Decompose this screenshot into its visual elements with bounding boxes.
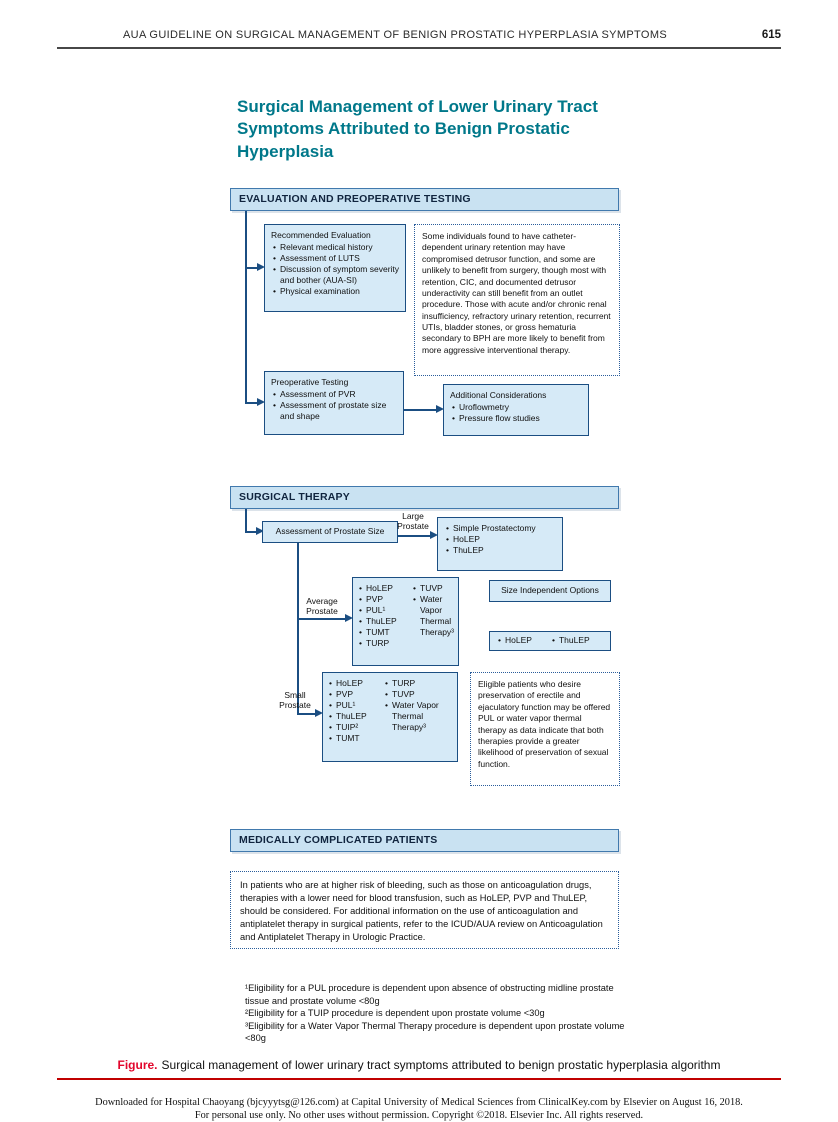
list-item: • Pressure flow studies [450, 413, 583, 424]
arrow-to-additional-considerations [404, 409, 436, 411]
average-prostate-box [352, 577, 459, 666]
recommended-evaluation-box [264, 224, 406, 312]
preoperative-testing-list [271, 389, 398, 422]
list-item: • ThuLEP [357, 616, 407, 627]
list-item: • TURP [383, 678, 455, 689]
size-independent-options-box [489, 631, 611, 651]
box-title: Preoperative Testing [271, 377, 349, 387]
list-item: • Simple Prostatectomy [444, 523, 557, 534]
small-col2 [383, 678, 455, 757]
list-item: • Water Vapor Thermal Therapy³ [383, 700, 455, 733]
additional-considerations-box [443, 384, 589, 436]
footer-line2: For personal use only. No other uses without permission. Copyright ©2018. Elsevier Inc. All rights reserved. [194, 1110, 644, 1122]
list-item: • TUVP [411, 583, 457, 594]
footer-line1: Downloaded for Hospital Chaoyang (bjcyyytsg@126.com) at Capital University of Medical Sciences from ClinicalKey.com by Elsevier on August 16, 2018. [95, 1097, 743, 1108]
average-prostate-label: Average Prostate [306, 596, 338, 617]
caption-rule [57, 1078, 781, 1080]
list-item: • Uroflowmetry [450, 402, 583, 413]
section-bar-label: EVALUATION AND PREOPERATIVE TESTING [239, 193, 471, 205]
size-independent-options-title-box [489, 580, 611, 602]
connector-vline-surgical [245, 509, 247, 533]
list-item: • HoLEP [496, 635, 532, 646]
list-item: ¹Eligibility for a PUL procedure is dependent upon absence of obstructing midline prostate tissue and prostate volume <80g [245, 983, 614, 1006]
large-prostate-label: Large Prostate [397, 511, 429, 532]
arrow-to-recommended-evaluation [247, 267, 257, 269]
footnotes [245, 982, 630, 1045]
list-item: • Water Vapor Thermal Therapy³ [411, 594, 457, 638]
list-item: • Relevant medical history [271, 242, 400, 253]
sexual-function-note-text: Eligible patients who desire preservation of erectile and ejaculatory function may be offered PUL or water vapor thermal therapy as data indicate that both therapies provide a greater likelihood of preservation of sexual function. [478, 679, 611, 769]
section-bar-surgical-therapy [230, 486, 619, 509]
list-item: • PUL¹ [357, 605, 407, 616]
list-item: • HoLEP [444, 534, 557, 545]
assessment-of-prostate-size-box [262, 521, 398, 543]
figure-caption [0, 1058, 838, 1072]
list-item: • ThuLEP [327, 711, 379, 722]
small-prostate-box [322, 672, 458, 762]
section-bar-medically-complicated [230, 829, 619, 852]
additional-considerations-list [450, 402, 583, 424]
section-bar-evaluation [230, 188, 619, 211]
connector-vline-evaluation [245, 211, 247, 404]
large-prostate-list [444, 523, 557, 556]
list-item: • PVP [357, 594, 407, 605]
list-item: • Assessment of LUTS [271, 253, 400, 264]
section-bar-label: MEDICALLY COMPLICATED PATIENTS [239, 834, 438, 846]
box-title: Recommended Evaluation [271, 230, 371, 240]
list-item: • Physical examination [271, 286, 400, 297]
size-independent-title: Size Independent Options [501, 585, 599, 596]
sexual-function-note-box [470, 672, 620, 786]
running-title: AUA GUIDELINE ON SURGICAL MANAGEMENT OF BENIGN PROSTATIC HYPERPLASIA SYMPTOMS [122, 29, 668, 41]
list-item: • TUVP [383, 689, 455, 700]
arrow-to-average-box [297, 618, 345, 620]
list-item: • ThuLEP [444, 545, 557, 556]
arrow-to-assessment [247, 531, 256, 533]
arrow-to-preoperative-testing [247, 402, 257, 404]
page-footer [0, 1096, 838, 1122]
section-bar-label: SURGICAL THERAPY [239, 491, 350, 503]
list-item: • HoLEP [357, 583, 407, 594]
recommended-evaluation-list [271, 242, 400, 297]
box-title: Additional Considerations [450, 390, 547, 400]
arrow-to-large-box [398, 535, 430, 537]
list-item: • PUL¹ [327, 700, 379, 711]
list-item: • ThuLEP [550, 635, 590, 646]
list-item: ³Eligibility for a Water Vapor Thermal Therapy procedure is dependent upon prostate volume <80g [245, 1020, 625, 1044]
list-item: • TURP [357, 638, 407, 649]
catheter-note-text: Some individuals found to have catheter-dependent urinary retention may have compromised detrusor function, and some are unlikely to benefit from surgery, though most with retention, CIC, and documented detrusor underactivity can still benefit from an outlet procedure. Those with acute and/or chronic renal insufficiency, refractory urinary retention, recurrent UTIs, bladder stones, or gross hematuria secondary to BPH are more likely to benefit from more aggressive interventional therapy. [422, 231, 611, 355]
list-item: • TUMT [327, 733, 379, 744]
figure-title: Surgical Management of Lower Urinary Tract Symptoms Attributed to Benign Prostatic Hyperplasia [237, 97, 598, 161]
list-item: • TUIP² [327, 722, 379, 733]
list-item: • Assessment of PVR [271, 389, 398, 400]
caption-text: Surgical management of lower urinary tract symptoms attributed to benign prostatic hyperplasia algorithm [161, 1058, 721, 1072]
preoperative-testing-box [264, 371, 404, 435]
list-item: • PVP [327, 689, 379, 700]
arrow-to-small-box [297, 713, 315, 715]
assessment-label: Assessment of Prostate Size [275, 526, 385, 537]
average-col2 [411, 583, 457, 661]
list-item: • Assessment of prostate size and shape [271, 400, 398, 422]
list-item: • Discussion of symptom severity and bother (AUA-SI) [271, 264, 400, 286]
catheter-note-box [414, 224, 620, 376]
small-prostate-label: Small Prostate [279, 690, 311, 711]
large-prostate-box [437, 517, 563, 571]
list-item: • HoLEP [327, 678, 379, 689]
list-item: ²Eligibility for a TUIP procedure is dependent upon prostate volume <30g [245, 1008, 545, 1019]
average-col1 [357, 583, 407, 661]
bleeding-risk-note-box [230, 871, 619, 949]
header-rule [57, 47, 781, 49]
page-number: 615 [761, 29, 781, 41]
list-item: • TUMT [357, 627, 407, 638]
small-col1 [327, 678, 379, 757]
bleeding-risk-note-text: In patients who are at higher risk of bleeding, such as those on anticoagulation drugs, therapies with a lower need for blood transfusion, such as HoLEP, PVP and ThuLEP, should be considered. For additional information on the use of anticoagulation and antiplatelet therapy in surgical patients, refer to the ICUD/AUA review on Anticoagulation and Antiplatelet Therapy in Urologic Practice. [240, 880, 603, 943]
caption-label: Figure. [117, 1058, 158, 1072]
